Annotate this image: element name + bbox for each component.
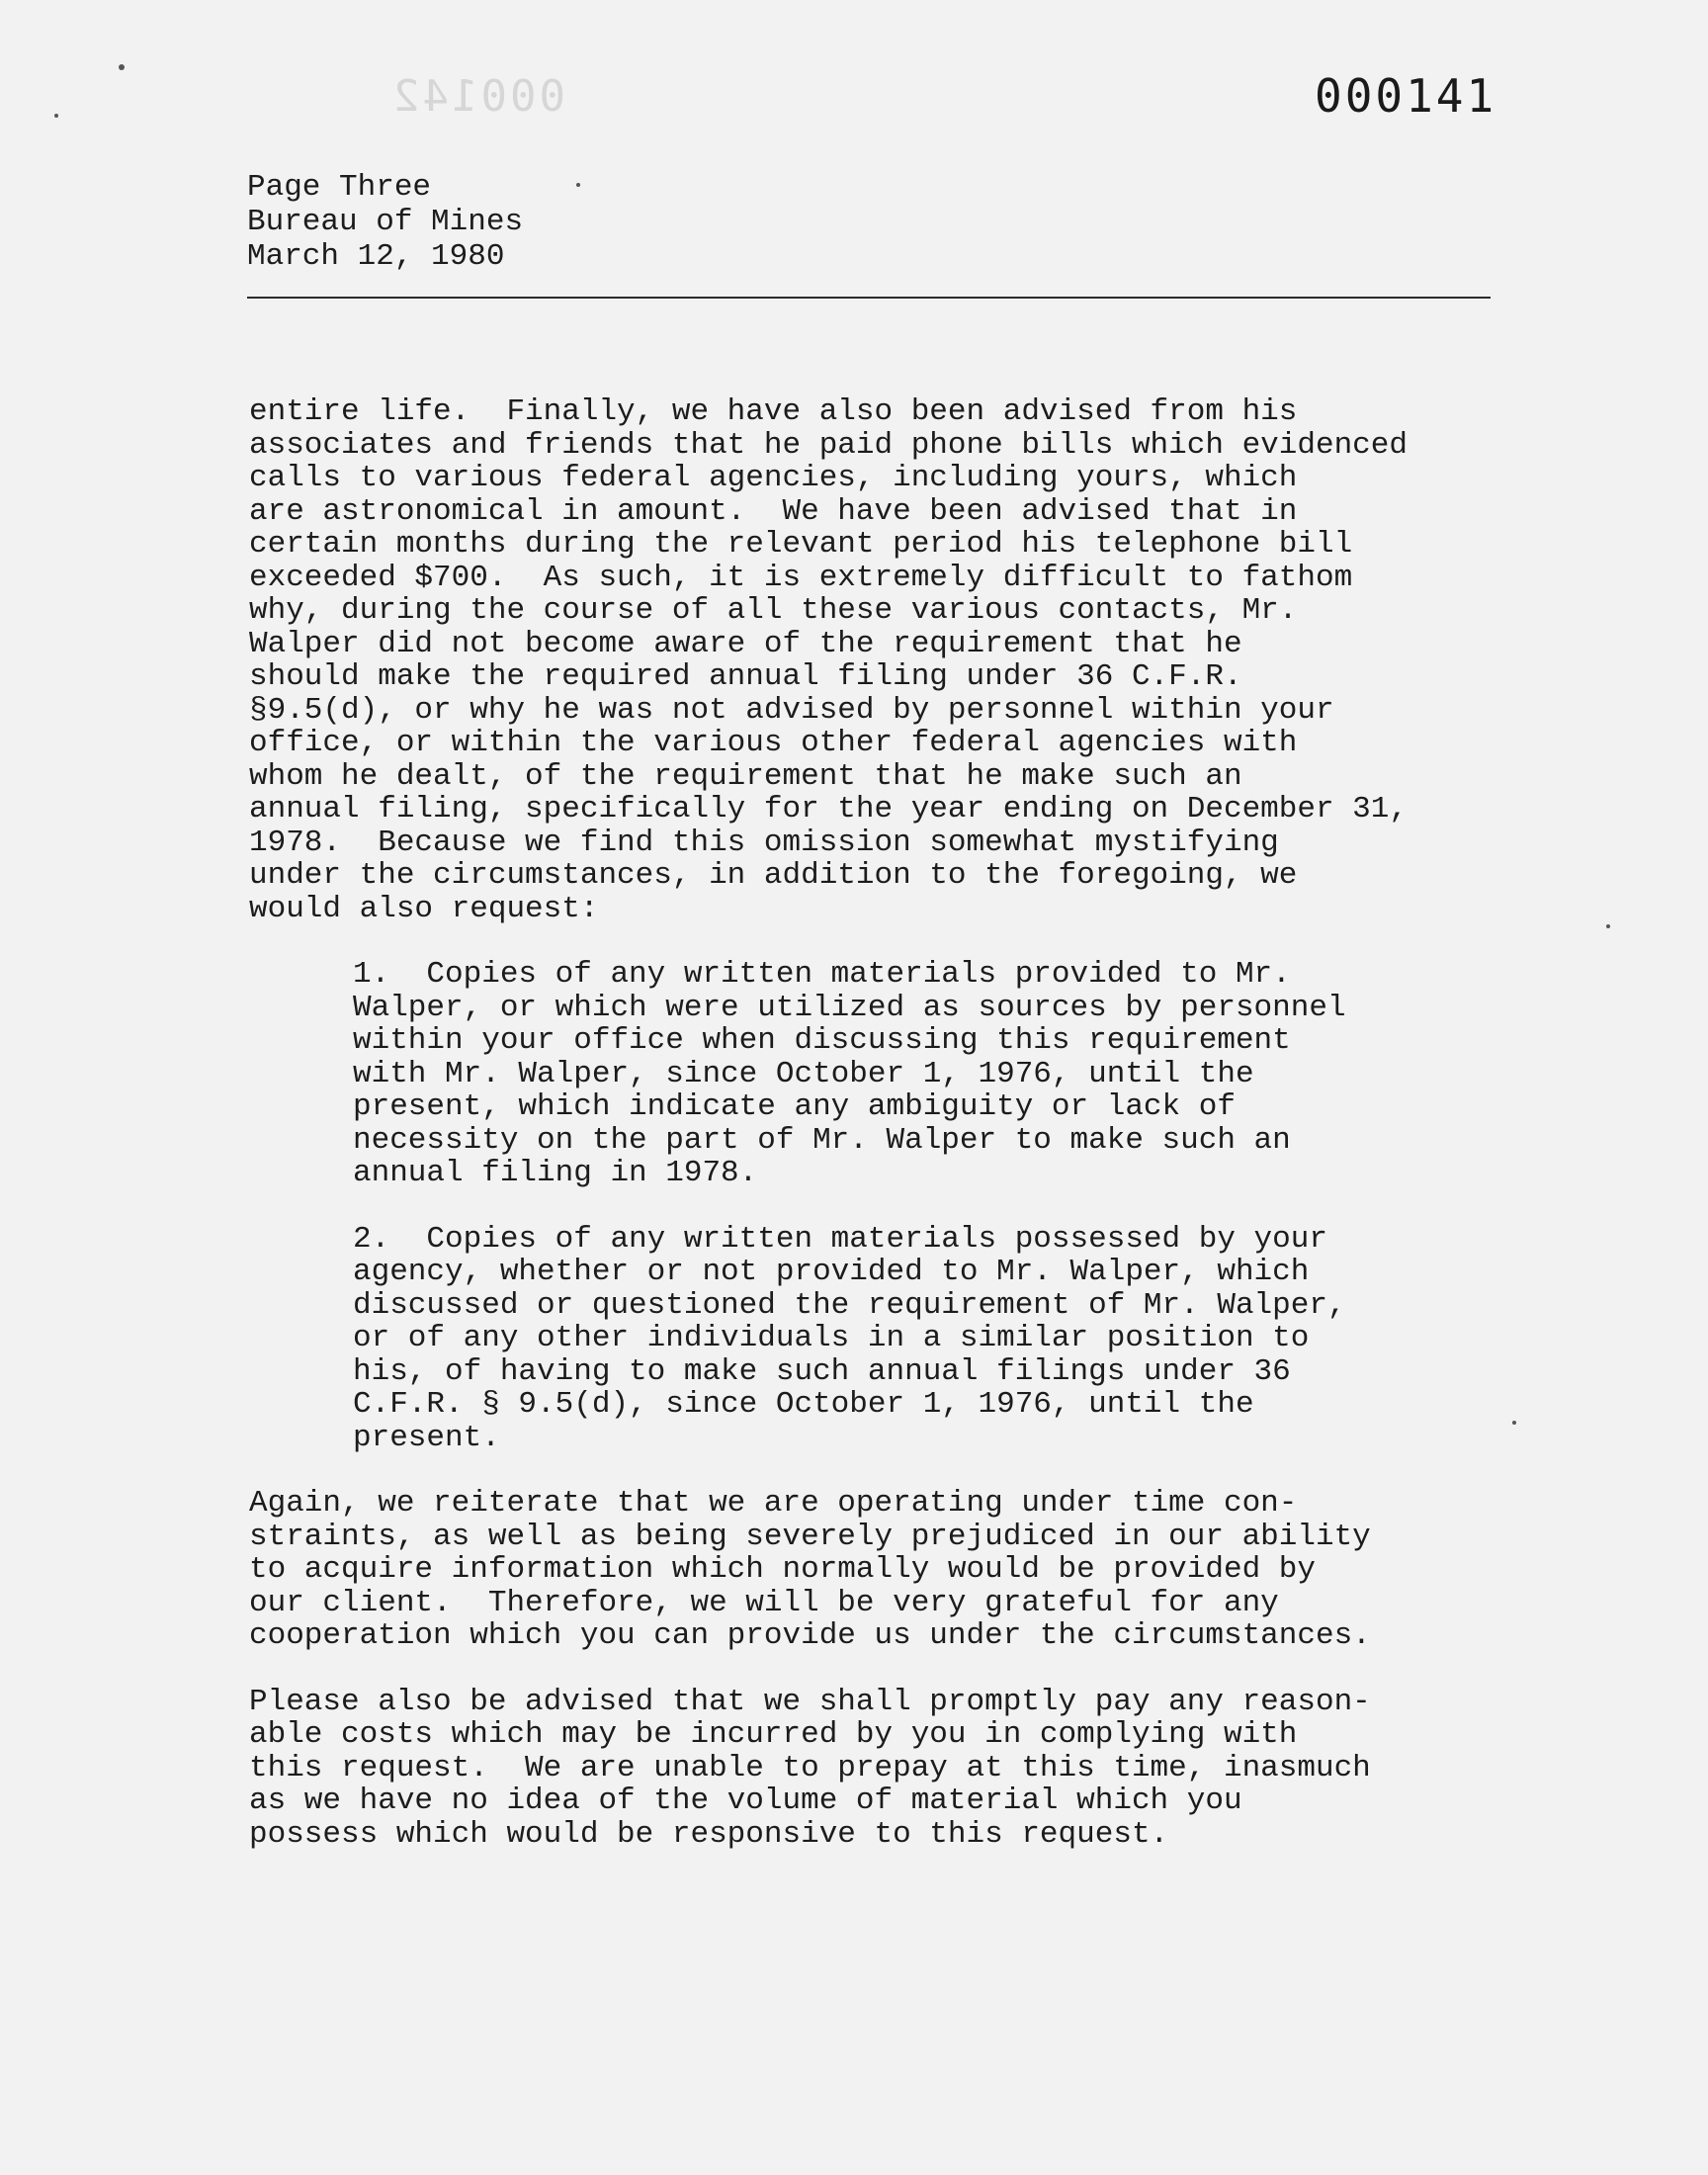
text-line: associates and friends that he paid phone bills which evidenced: [249, 427, 1408, 463]
text-line: should make the required annual filing under 36 C.F.R.: [249, 659, 1242, 694]
header-divider: [247, 297, 1491, 299]
text-line: §9.5(d), or why he was not advised by personnel within your: [249, 692, 1334, 728]
scan-speck: [1512, 1421, 1516, 1425]
text-line: or of any other individuals in a similar position to: [353, 1321, 1310, 1355]
text-line: able costs which may be incurred by you in complying with: [249, 1717, 1298, 1752]
text-line: possess which would be responsive to this request.: [249, 1816, 1169, 1852]
header-recipient: Bureau of Mines: [247, 205, 524, 239]
letter-body: [249, 395, 1534, 1883]
text-line: within your office when discussing this requirement: [353, 1023, 1291, 1058]
closing-paragraph-2: [249, 1686, 1534, 1852]
text-line: this request. We are unable to prepay at this time, inasmuch: [249, 1750, 1371, 1785]
scan-speck: [54, 114, 58, 118]
text-line: C.F.R. § 9.5(d), since October 1, 1976, until the: [353, 1387, 1254, 1422]
text-line: his, of having to make such annual filings under 36: [353, 1353, 1291, 1389]
text-line: present, which indicate any ambiguity or lack of: [353, 1089, 1236, 1124]
text-line: calls to various federal agencies, including yours, which: [249, 461, 1298, 495]
page-number-stamp: 000141: [1315, 69, 1497, 123]
text-line: 1978. Because we find this omission somewhat mystifying: [249, 825, 1279, 860]
text-line: are astronomical in amount. We have been advised that in: [249, 493, 1298, 529]
header-date: March 12, 1980: [247, 239, 505, 274]
text-line: office, or within the various other federal agencies with: [249, 726, 1298, 760]
text-line: why, during the course of all these various contacts, Mr.: [249, 593, 1298, 628]
text-line: as we have no idea of the volume of material which you: [249, 1784, 1242, 1818]
text-line: whom he dealt, of the requirement that he make such an: [249, 758, 1242, 794]
letter-header: [247, 170, 523, 274]
text-line: Please also be advised that we shall promptly pay any reason-: [249, 1684, 1371, 1719]
header-page-label: Page Three: [247, 170, 432, 205]
request-item-2: [353, 1223, 1534, 1455]
text-line: present.: [353, 1420, 500, 1455]
text-line: necessity on the part of Mr. Walper to make such an: [353, 1122, 1291, 1158]
text-line: annual filing, specifically for the year ending on December 31,: [249, 792, 1408, 826]
text-line: exceeded $700. As such, it is extremely difficult to fathom: [249, 560, 1353, 595]
text-line: Walper, or which were utilized as sources by personnel: [353, 990, 1346, 1025]
text-line: straints, as well as being severely prejudiced in our ability: [249, 1519, 1371, 1554]
text-line: our client. Therefore, we will be very grateful for any: [249, 1585, 1279, 1620]
text-line: annual filing in 1978.: [353, 1156, 758, 1190]
body-paragraph: [249, 395, 1534, 925]
text-line: 2. Copies of any written materials possessed by your: [353, 1221, 1327, 1257]
text-line: cooperation which you can provide us under the circumstances.: [249, 1618, 1371, 1653]
text-line: under the circumstances, in addition to the foregoing, we: [249, 858, 1298, 893]
text-line: Walper did not become aware of the requirement that he: [249, 626, 1242, 661]
scan-speck: [1606, 924, 1610, 928]
text-line: would also request:: [249, 891, 599, 926]
text-line: Again, we reiterate that we are operating under time con-: [249, 1486, 1298, 1521]
text-line: 1. Copies of any written materials provided to Mr.: [353, 957, 1291, 992]
text-line: certain months during the relevant period his telephone bill: [249, 527, 1353, 562]
text-line: entire life. Finally, we have also been advised from his: [249, 394, 1298, 429]
request-item-1: [353, 958, 1534, 1190]
scan-speck: [576, 183, 580, 187]
closing-paragraph-1: [249, 1487, 1534, 1653]
text-line: to acquire information which normally would be provided by: [249, 1552, 1316, 1587]
bleed-through-stamp: 000142: [390, 71, 565, 122]
scan-speck: [119, 64, 125, 70]
text-line: with Mr. Walper, since October 1, 1976, until the: [353, 1056, 1254, 1091]
text-line: discussed or questioned the requirement of Mr. Walper,: [353, 1287, 1346, 1323]
text-line: agency, whether or not provided to Mr. Walper, which: [353, 1255, 1310, 1289]
